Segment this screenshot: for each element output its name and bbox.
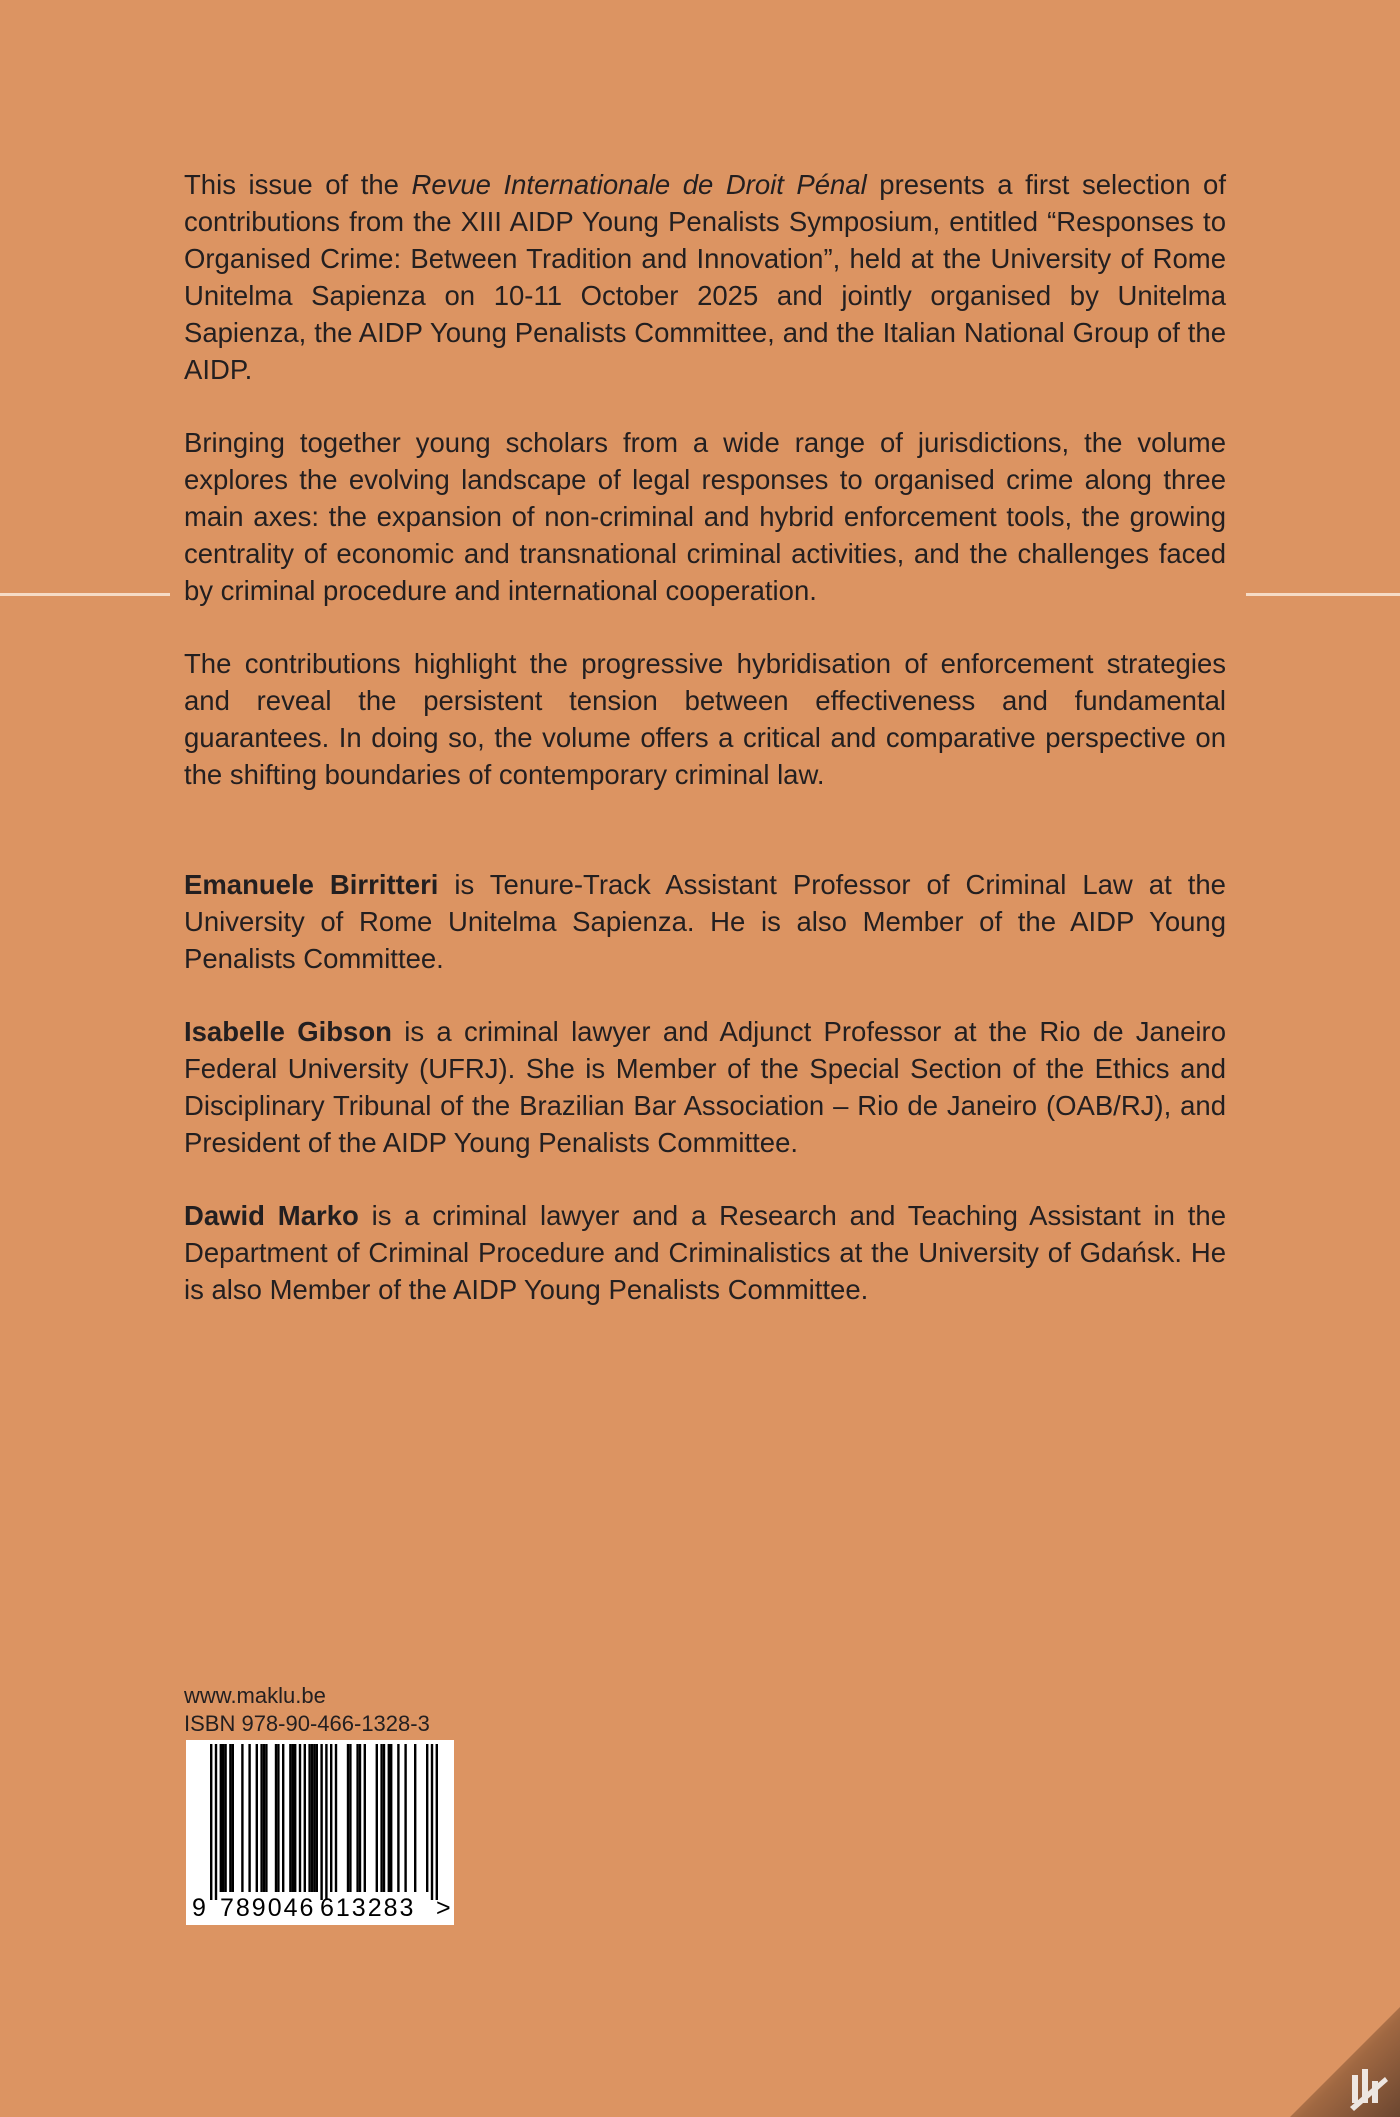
barcode-bar [308, 1744, 310, 1892]
editor-biographies [184, 866, 1226, 1344]
barcode-bar [289, 1744, 291, 1892]
publisher-info [184, 1682, 430, 1738]
description-text: presents a first selection of contributions from the XIII AIDP Young Penalists Symposium, entitled “Responses to Organised Crime: Between Tradition and Innovation”, held at the University of Rome Unitelma Sapienza on 10-11 October 2025 and jointly organised by Unitelma Sapienza, the AIDP Young Penalists Committee, and the Italian National Group of the AIDP. [184, 169, 1226, 385]
barcode-bar [248, 1744, 250, 1892]
barcode-bar [390, 1744, 392, 1892]
barcode-bar [436, 1744, 438, 1900]
barcode-bar [356, 1744, 358, 1892]
barcode-bar [404, 1744, 406, 1892]
editor-bio-text: is a criminal lawyer and Adjunct Professor at the Rio de Janeiro Federal University (UFRJ). She is Member of the Special Section of the Ethics and Disciplinary Tribunal of the Brazilian Bar Association – Rio de Janeiro (OAB/RJ), and President of the AIDP Young Penalists Committee. [184, 1016, 1226, 1158]
barcode-bar [282, 1744, 284, 1892]
barcode-digit-group-1: 789046 [220, 1894, 316, 1922]
barcode-digits [186, 1891, 454, 1925]
description-text: This issue of the [184, 169, 412, 200]
barcode-bar [222, 1744, 224, 1892]
barcode-bar [241, 1744, 243, 1892]
barcode-bar [431, 1744, 433, 1900]
editor-bio-text: is a criminal lawyer and a Research and Teaching Assistant in the Department of Criminal Procedure and Criminalistics at the University of Gdańsk. He is also Member of the AIDP Young Penalists Committee. [184, 1200, 1227, 1305]
barcode-bar [292, 1744, 294, 1892]
barcode-bar [215, 1744, 217, 1900]
barcode-digit-group-2: 613283 [320, 1894, 416, 1922]
description-paragraph-3: The contributions highlight the progressive hybridisation of enforcement strategies and reveal the persistent tension between effectiveness and fundamental guarantees. In doing so, the volume offers a critical and comparative perspective on the shifting boundaries of contemporary criminal law. [184, 648, 1226, 790]
barcode-bar [277, 1744, 279, 1892]
barcode-bars [186, 1740, 454, 1900]
editor-bio-1 [184, 866, 1226, 977]
barcode-bar [376, 1744, 378, 1892]
curl-shade [1290, 2007, 1400, 2117]
barcode-bar [397, 1744, 399, 1892]
barcode-end-mark: > [436, 1894, 451, 1922]
barcode-bar [299, 1744, 301, 1892]
barcode-bar [220, 1744, 222, 1892]
editor-bio-text: is Tenure-Track Assistant Professor of Criminal Law at the University of Rome Unitelma Sapienza. He is also Member of the AIDP Young Penalists Committee. [184, 869, 1226, 974]
right-divider-rule [1246, 593, 1400, 596]
page-curl-corner [1290, 2007, 1400, 2117]
barcode-bar [260, 1744, 262, 1892]
publisher-website: www.maklu.be [184, 1683, 326, 1708]
barcode-bar [265, 1744, 267, 1892]
barcode-bar [311, 1744, 313, 1892]
description-paragraph-1 [184, 166, 1226, 388]
editor-name: Emanuele Birritteri [184, 869, 439, 900]
editor-name: Isabelle Gibson [184, 1016, 392, 1047]
barcode-bar [426, 1744, 428, 1892]
barcode-bar [383, 1744, 385, 1892]
barcode-bar [347, 1744, 349, 1892]
barcode-bar [414, 1744, 416, 1892]
barcode-bar [364, 1744, 366, 1892]
barcode-bar [304, 1744, 306, 1892]
barcode-bar [359, 1744, 361, 1892]
barcode-bar [224, 1744, 226, 1892]
journal-title: Revue Internationale de Droit Pénal [411, 169, 867, 200]
barcode-bar [232, 1744, 234, 1892]
barcode-lead-digit: 9 [192, 1894, 206, 1922]
barcode-bar [210, 1744, 212, 1900]
barcode-bar [330, 1744, 332, 1892]
barcode-bar [335, 1744, 337, 1892]
editor-name: Dawid Marko [184, 1200, 359, 1231]
editor-bio-2 [184, 1013, 1226, 1161]
barcode-bar [256, 1744, 258, 1892]
barcode-bar [325, 1744, 327, 1900]
barcode-bar [313, 1744, 315, 1892]
barcode-bar [388, 1744, 390, 1892]
isbn-label: ISBN 978-90-466-1328-3 [184, 1711, 430, 1736]
barcode-bar [320, 1744, 322, 1900]
barcode-bar [275, 1744, 277, 1892]
barcode-bar [316, 1744, 318, 1892]
barcode-bar [294, 1744, 296, 1892]
editor-bio-3 [184, 1197, 1226, 1308]
barcode-bar [380, 1744, 382, 1892]
barcode-bar [349, 1744, 351, 1892]
barcode-bar [263, 1744, 265, 1892]
barcode-bar [229, 1744, 231, 1892]
left-divider-rule [0, 593, 170, 596]
book-description [184, 166, 1226, 829]
description-paragraph-2: Bringing together young scholars from a wide range of jurisdictions, the volume explores the evolving landscape of legal responses to organised crime along three main axes: the expansion of non-criminal and hybrid enforcement tools, the growing centrality of economic and transnational criminal activities, and the challenges faced by criminal procedure and international cooperation. [184, 427, 1226, 606]
isbn-barcode [186, 1740, 454, 1925]
